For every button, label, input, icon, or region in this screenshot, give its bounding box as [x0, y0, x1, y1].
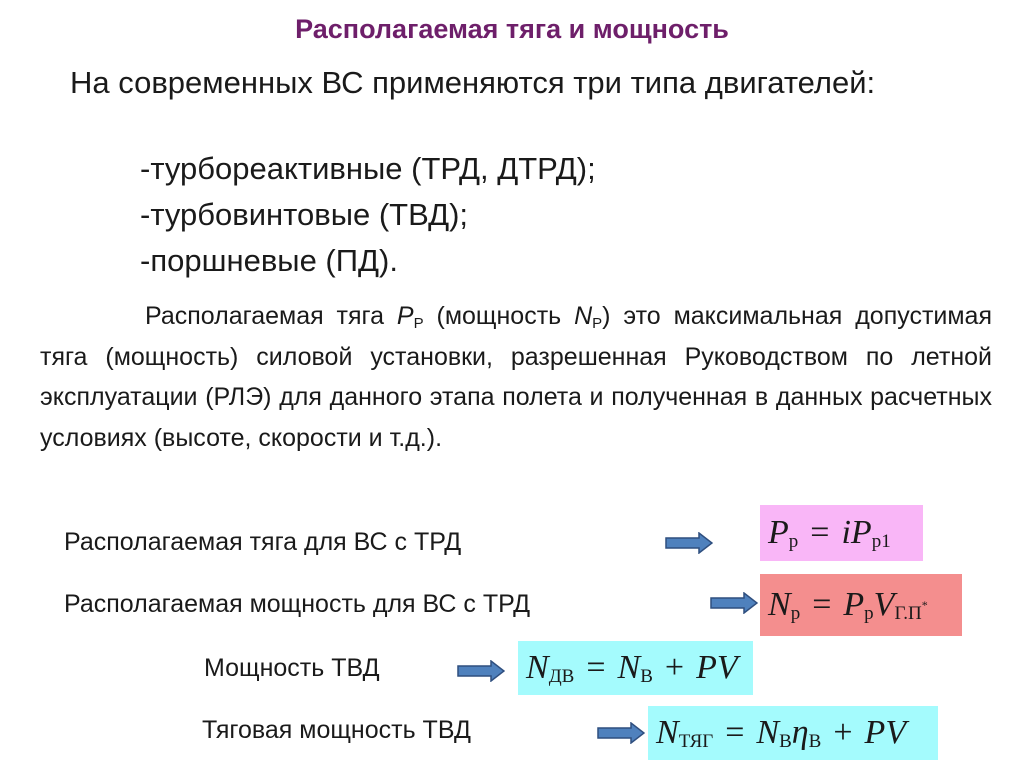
thrust-subscript: Р	[413, 315, 424, 332]
thrust-symbol: P	[396, 302, 414, 330]
arrow-right-icon	[597, 722, 645, 744]
formula-thrust-trd: P р = iP р1	[760, 505, 923, 561]
arrow-right-icon	[457, 660, 505, 682]
engine-type-piston: -поршневые (ПД).	[140, 243, 398, 278]
formula-label-power-tvd: Мощность ТВД	[204, 654, 380, 682]
power-symbol: N	[574, 302, 593, 330]
definition-mid: (мощность	[423, 302, 575, 330]
power-subscript: Р	[592, 315, 603, 332]
engine-type-turboprop: -турбовинтовые (ТВД);	[140, 197, 469, 232]
arrow-right-icon	[710, 592, 758, 614]
engine-type-list	[140, 146, 596, 284]
definition-rest: ) это максимальная допустимая тяга (мощность) силовой установки, разрешенная Руководством по летной эксплуатации (РЛЭ) для данного этапа полета и полученная в данных расчетных условиях (высоте, скорости и т.д.).	[40, 302, 992, 452]
formula-power-tvd: N ДВ = N В + PV	[518, 641, 753, 695]
formula-power-trd: N р = P р V Г.П*	[760, 574, 962, 636]
formula-traction-power-tvd: N ТЯГ = N В η В + PV	[648, 706, 938, 760]
definition-term: Располагаемая тяга	[145, 302, 397, 330]
slide-title: Располагаемая тяга и мощность	[295, 14, 729, 44]
definition-paragraph	[40, 296, 992, 458]
intro-text: На современных ВС применяются три типа двигателей:	[70, 65, 876, 100]
arrow-right-icon	[665, 532, 713, 554]
formula-label-thrust-trd: Располагаемая тяга для ВС с ТРД	[64, 528, 462, 556]
formula-label-power-trd: Располагаемая мощность для ВС с ТРД	[64, 590, 531, 618]
formula-label-traction-power-tvd: Тяговая мощность ТВД	[202, 716, 471, 744]
engine-type-turbojet: -турбореактивные (ТРД, ДТРД);	[140, 151, 596, 186]
